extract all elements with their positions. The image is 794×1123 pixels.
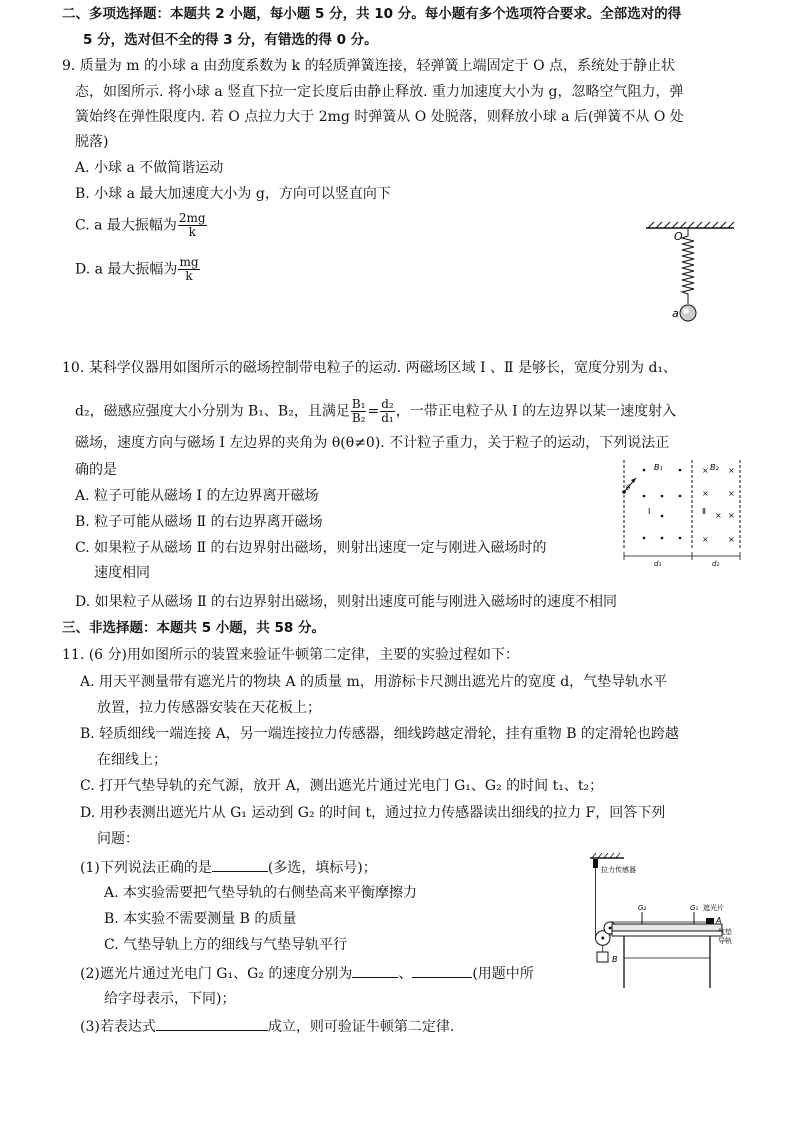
force-sensor-label: 拉力传感器	[601, 866, 636, 874]
q10-stem-line3: 磁场，速度方向与磁场 Ⅰ 左边界的夹角为 θ(θ≠0). 不计粒子重力，关于粒子的运动，下列说法正	[75, 435, 670, 451]
section3-header: 三、非选择题：本题共 5 小题，共 58 分。	[62, 620, 325, 636]
weight-b	[597, 952, 608, 962]
q9-stem-line2: 态，如图所示. 将小球 a 竖直下拉一定长度后由静止释放. 重力加速度大小为 g，忽略空气阻力，弹	[75, 84, 684, 100]
q11-part1-answer-blank[interactable]	[212, 857, 268, 872]
b1-label: B₁	[654, 463, 663, 472]
q10-option-a: A. 粒子可能从磁场 Ⅰ 的左边界离开磁场	[75, 488, 319, 504]
q10-line2-prefix: d₂，磁感应强度大小分别为 B₁、B₂，且满足	[75, 403, 350, 420]
block-a	[706, 918, 714, 924]
fraction-numerator: d₂	[381, 397, 394, 411]
q11-part3-suffix: 成立，则可验证牛顿第二定律.	[267, 1019, 455, 1035]
q9-stem-line4: 脱落)	[75, 134, 109, 150]
fraction-denominator: k	[185, 269, 193, 283]
q11-step-b-line1: B. 轻质细线一端连接 A，另一端连接拉力传感器，细线跨越定滑轮，挂有重物 B 的定滑轮也跨越	[80, 726, 679, 742]
fraction-numerator: B₁	[351, 397, 366, 411]
fraction-denominator: B₂	[351, 411, 366, 425]
gate-g2-label: G₂	[638, 904, 647, 912]
q10-option-c-line2: 速度相同	[94, 565, 150, 581]
q10-line2-suffix: ，一带正电粒子从 Ⅰ 的左边界以某一速度射入	[395, 403, 677, 420]
q9-option-d-fraction	[178, 256, 199, 283]
shade-label: 遮光片	[703, 904, 724, 912]
q10-fraction-d	[380, 398, 395, 425]
region-i-dots	[643, 469, 682, 540]
q11-stem-line1: 11. (6 分)用如图所示的装置来验证牛顿第二定律，主要的实验过程如下：	[62, 647, 519, 663]
q11-part3	[80, 1016, 454, 1037]
fraction-numerator: 2mg	[178, 211, 206, 225]
ceiling-hatching	[592, 853, 620, 858]
q11-part2-answer-blank-g2[interactable]	[412, 963, 472, 978]
q10-stem-line1: 10. 某科学仪器用如图所示的磁场控制带电粒子的运动. 两磁场区域 Ⅰ 、Ⅱ 是够长，宽度分别为 d₁、	[62, 360, 678, 376]
q11-part1-option-a: A. 本实验需要把气垫导轨的右侧垫高来平衡摩擦力	[104, 885, 418, 901]
q9-option-c-fraction	[178, 212, 207, 239]
ball-a-label: a	[672, 307, 679, 320]
air-track-label-1: 气垫	[718, 928, 732, 936]
q9-option-c	[75, 212, 208, 239]
point-o-label: O	[674, 230, 683, 243]
q11-part1-suffix: (多选，填标号)；	[267, 860, 377, 876]
force-sensor	[593, 859, 598, 868]
fraction-denominator: k	[188, 225, 196, 239]
svg-text:×: ×	[715, 511, 722, 520]
region-i-label: Ⅰ	[648, 507, 651, 516]
table-top	[612, 931, 722, 936]
section2-header-line1: 二、多项选择题：本题共 2 小题，每小题 5 分，共 10 分。每小题有多个选项符合要求。全部选对的得	[62, 6, 682, 22]
q11-part2-suffix: (用题中所	[472, 966, 534, 982]
q10-option-c-line1: C. 如果粒子从磁场 Ⅱ 的右边界射出磁场，则射出速度一定与刚进入磁场时的	[75, 540, 547, 556]
q10-fraction-b	[351, 398, 367, 425]
q11-part2	[80, 963, 534, 984]
q10-stem-line4: 确的是	[75, 462, 117, 478]
q9-option-b: B. 小球 a 最大加速度大小为 g，方向可以竖直向下	[75, 186, 391, 202]
svg-text:×: ×	[702, 535, 709, 544]
ceiling-hatching	[648, 222, 734, 228]
q9-option-d-prefix: D. a 最大振幅为	[75, 261, 178, 278]
air-track	[612, 924, 722, 931]
q11-part2-separator: 、	[398, 966, 413, 982]
q11-step-a-line2: 放置，拉力传感器安装在天花板上；	[97, 700, 321, 716]
q9-option-c-prefix: C. a 最大振幅为	[75, 217, 177, 234]
q11-part1	[80, 857, 377, 878]
svg-text:×: ×	[702, 489, 709, 498]
d1-label: d₁	[654, 560, 662, 568]
q11-part2-prompt: (2)遮光片通过光电门 G₁、G₂ 的速度分别为	[80, 966, 353, 982]
q9-stem-line3: 簧始终在弹性限度内. 若 O 点拉力大于 2mg 时弹簧从 O 处脱落，则释放小球 a 后(弹簧不从 O 处	[75, 109, 684, 125]
svg-text:×: ×	[728, 535, 735, 544]
equals-sign: =	[367, 403, 380, 420]
q9-stem-line1: 9. 质量为 m 的小球 a 由劲度系数为 k 的轻质弹簧连接，轻弹簧上端固定于 O 点，系统处于静止状	[62, 58, 675, 74]
air-track-label-2: 导轨	[718, 937, 732, 945]
fraction-denominator: d₁	[381, 411, 394, 425]
q11-step-b-line2: 在细线上；	[97, 752, 167, 768]
q11-step-a-line1: A. 用天平测量带有遮光片的物块 A 的质量 m，用游标卡尺测出遮光片的宽度 d，气垫导轨水平	[80, 674, 668, 690]
q9-spring-figure	[640, 220, 740, 330]
q11-step-d-line2: 问题：	[97, 831, 139, 847]
q11-part3-answer-blank[interactable]	[156, 1016, 268, 1031]
block-a-label: A	[716, 916, 722, 925]
spring-coil	[682, 228, 694, 304]
svg-text:×: ×	[728, 489, 735, 498]
section2-header-line2: 5 分，选对但不全的得 3 分，有错选的得 0 分。	[83, 32, 378, 48]
region-ii-crosses	[702, 466, 735, 544]
q9-option-a: A. 小球 a 不做简谐运动	[75, 160, 224, 176]
q11-part3-prompt: (3)若表达式	[80, 1019, 156, 1035]
q11-part2-line2: 给字母表示，下同)；	[104, 991, 236, 1007]
weight-b-label: B	[612, 955, 618, 964]
d2-label: d₂	[712, 560, 720, 568]
q10-option-d: D. 如果粒子从磁场 Ⅱ 的右边界射出磁场，则射出速度可能与刚进入磁场时的速度不相同	[75, 594, 618, 610]
gate-g1-label: G₁	[690, 904, 699, 912]
q10-stem-line2	[75, 398, 676, 425]
q11-part2-answer-blank-g1[interactable]	[352, 963, 398, 978]
svg-text:×: ×	[728, 511, 735, 520]
q11-apparatus-figure	[584, 852, 744, 992]
region-ii-label: Ⅱ	[702, 507, 706, 516]
q9-option-d	[75, 256, 201, 283]
theta-label: θ	[626, 484, 631, 492]
svg-text:×: ×	[702, 466, 709, 475]
q10-option-b: B. 粒子可能从磁场 Ⅱ 的右边界离开磁场	[75, 514, 323, 530]
fraction-numerator: mg	[179, 255, 199, 269]
svg-text:×: ×	[728, 466, 735, 475]
b2-label: B₂	[710, 463, 719, 472]
q11-part1-option-b: B. 本实验不需要测量 B 的质量	[104, 911, 297, 927]
q11-step-c: C. 打开气垫导轨的充气源，放开 A，测出遮光片通过光电门 G₁、G₂ 的时间 t₁、t₂；	[80, 778, 604, 794]
ball-highlight	[683, 308, 689, 314]
q11-part1-prompt: (1)下列说法正确的是	[80, 860, 212, 876]
q11-step-d-line1: D. 用秒表测出遮光片从 G₁ 运动到 G₂ 的时间 t，通过拉力传感器读出细线的拉力 F，回答下列	[80, 805, 666, 821]
q11-part1-option-c: C. 气垫导轨上方的细线与气垫导轨平行	[104, 937, 348, 953]
q10-field-figure	[610, 458, 750, 568]
